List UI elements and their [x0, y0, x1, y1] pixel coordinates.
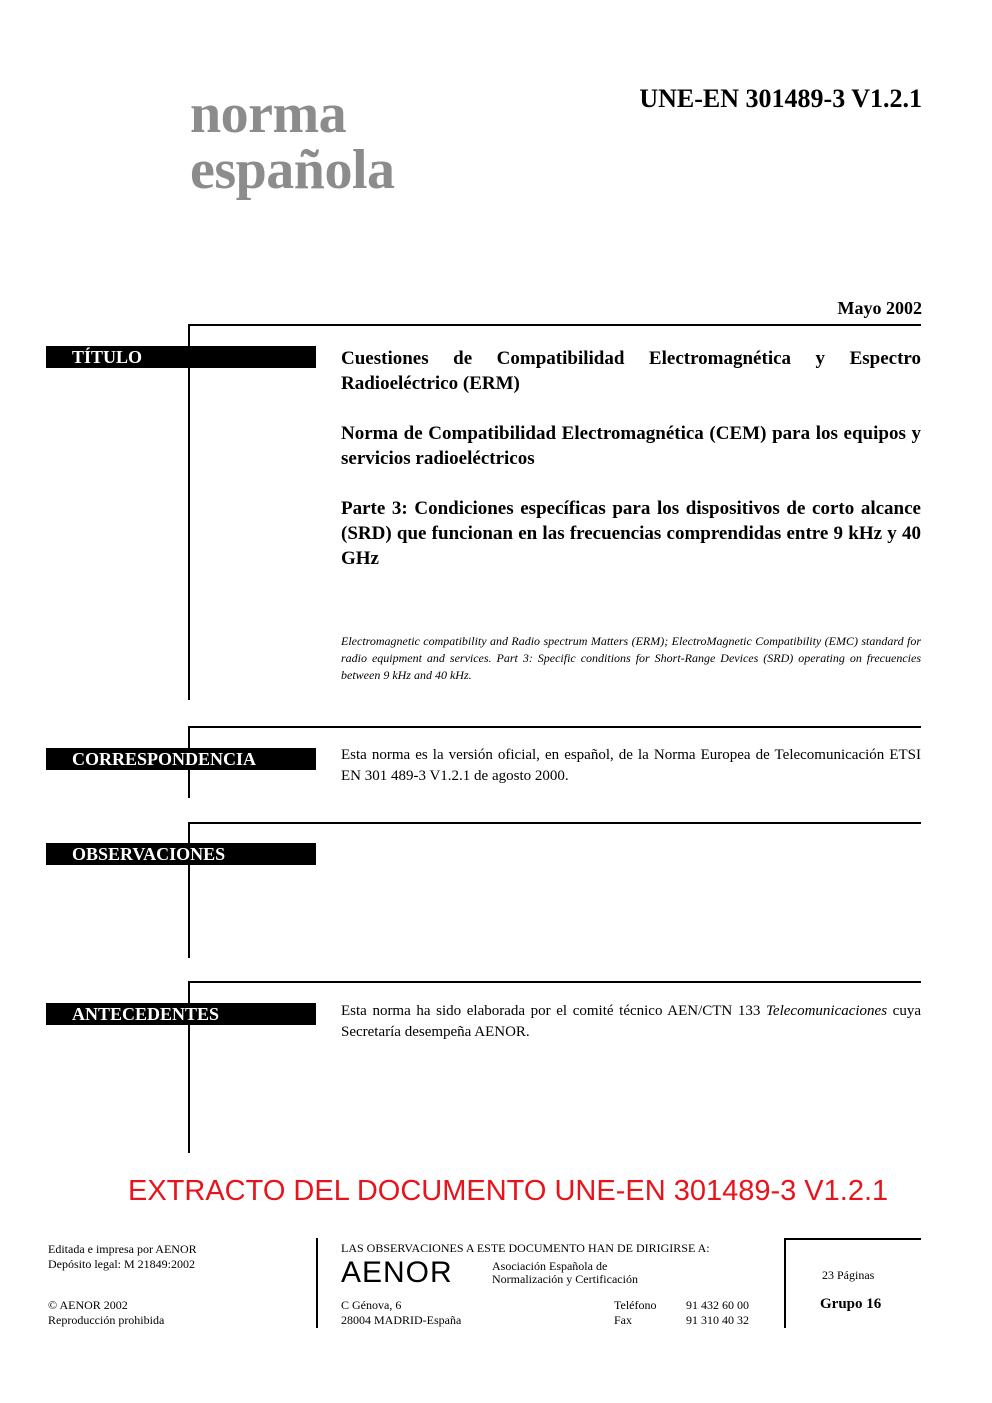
footer-divider-left — [316, 1238, 318, 1328]
observaciones-top-rule — [188, 822, 921, 824]
english-title: Electromagnetic compatibility and Radio spectrum Matters (ERM); ElectroMagnetic Compatibility (EMC) standard for radio equipment and services. Part 3: Specific conditions for Short-Range Devices (SRD) operating on frecuencies between 9 kHz and 40 kHz. — [341, 634, 921, 682]
antecedentes-text — [341, 1001, 921, 1043]
correspondencia-top-rule — [188, 726, 921, 728]
phone-number: 91 432 60 00 — [686, 1298, 749, 1312]
antecedentes-text-part-1: Esta norma ha sido elaborada por el comité técnico AEN/CTN 133 — [341, 1003, 766, 1019]
antecedentes-label: ANTECEDENTES — [46, 1003, 316, 1025]
footer-divider-right — [784, 1238, 786, 1328]
title-part-2: Norma de Compatibilidad Electromagnética (CEM) para los equipos y servicios radioeléctricos — [341, 423, 921, 469]
aenor-logo: AENOR — [341, 1256, 453, 1289]
address-line-1: C Génova, 6 — [341, 1298, 402, 1312]
antecedentes-committee-name: Telecomunicaciones — [765, 1003, 888, 1019]
fax-label: Fax — [614, 1313, 632, 1327]
phone-label: Teléfono — [614, 1298, 657, 1312]
title-part-3: Parte 3: Condiciones específicas para los dispositivos de corto alcance (SRD) que funcionan en las frecuencias comprendidas entre 9 kHz y 40 GHz — [341, 498, 921, 569]
reproduction-notice: Reproducción prohibida — [48, 1313, 165, 1327]
observaciones-label: OBSERVACIONES — [46, 843, 316, 865]
brand-line-1: norma — [190, 83, 347, 145]
titulo-label: TÍTULO — [46, 346, 316, 368]
antecedentes-text-part-2: cuya Secretaría desempeña AENOR. — [341, 1003, 921, 1040]
spanish-title — [341, 346, 921, 596]
aenor-full-name — [492, 1260, 638, 1286]
page-count: 23 Páginas — [822, 1268, 875, 1282]
observations-note: LAS OBSERVACIONES A ESTE DOCUMENTO HAN DE DIRIGIRSE A: — [341, 1241, 710, 1255]
copyright: © AENOR 2002 — [48, 1298, 128, 1312]
legal-deposit: Depósito legal: M 21849:2002 — [48, 1257, 195, 1271]
aenor-name-line-2: Normalización y Certificación — [492, 1272, 638, 1286]
brand-title — [190, 83, 395, 201]
correspondencia-label: CORRESPONDENCIA — [46, 748, 316, 770]
correspondencia-text: Esta norma es la versión oficial, en español, de la Norma Europea de Telecomunicación ETSI EN 301 489-3 V1.2.1 de agosto 2000. — [341, 747, 921, 784]
fax-number: 91 310 40 32 — [686, 1313, 749, 1327]
extract-notice: EXTRACTO DEL DOCUMENTO UNE-EN 301489-3 V1.2.1 — [128, 1175, 889, 1207]
edited-by: Editada e impresa por AENOR — [48, 1242, 197, 1256]
standard-code: UNE-EN 301489-3 V1.2.1 — [639, 84, 922, 113]
aenor-name-line-1: Asociación Española de — [492, 1259, 608, 1273]
antecedentes-top-rule — [188, 981, 921, 983]
title-part-1: Cuestiones de Compatibilidad Electromagnética y Espectro Radioeléctrico (ERM) — [341, 348, 921, 394]
price-group: Grupo 16 — [820, 1296, 882, 1312]
address-line-2: 28004 MADRID-España — [341, 1313, 462, 1327]
titulo-side-rule — [188, 324, 190, 700]
footer-box-top-rule — [784, 1238, 921, 1240]
brand-line-2: española — [190, 139, 395, 201]
publication-date: Mayo 2002 — [837, 298, 922, 318]
titulo-top-rule — [188, 324, 921, 326]
